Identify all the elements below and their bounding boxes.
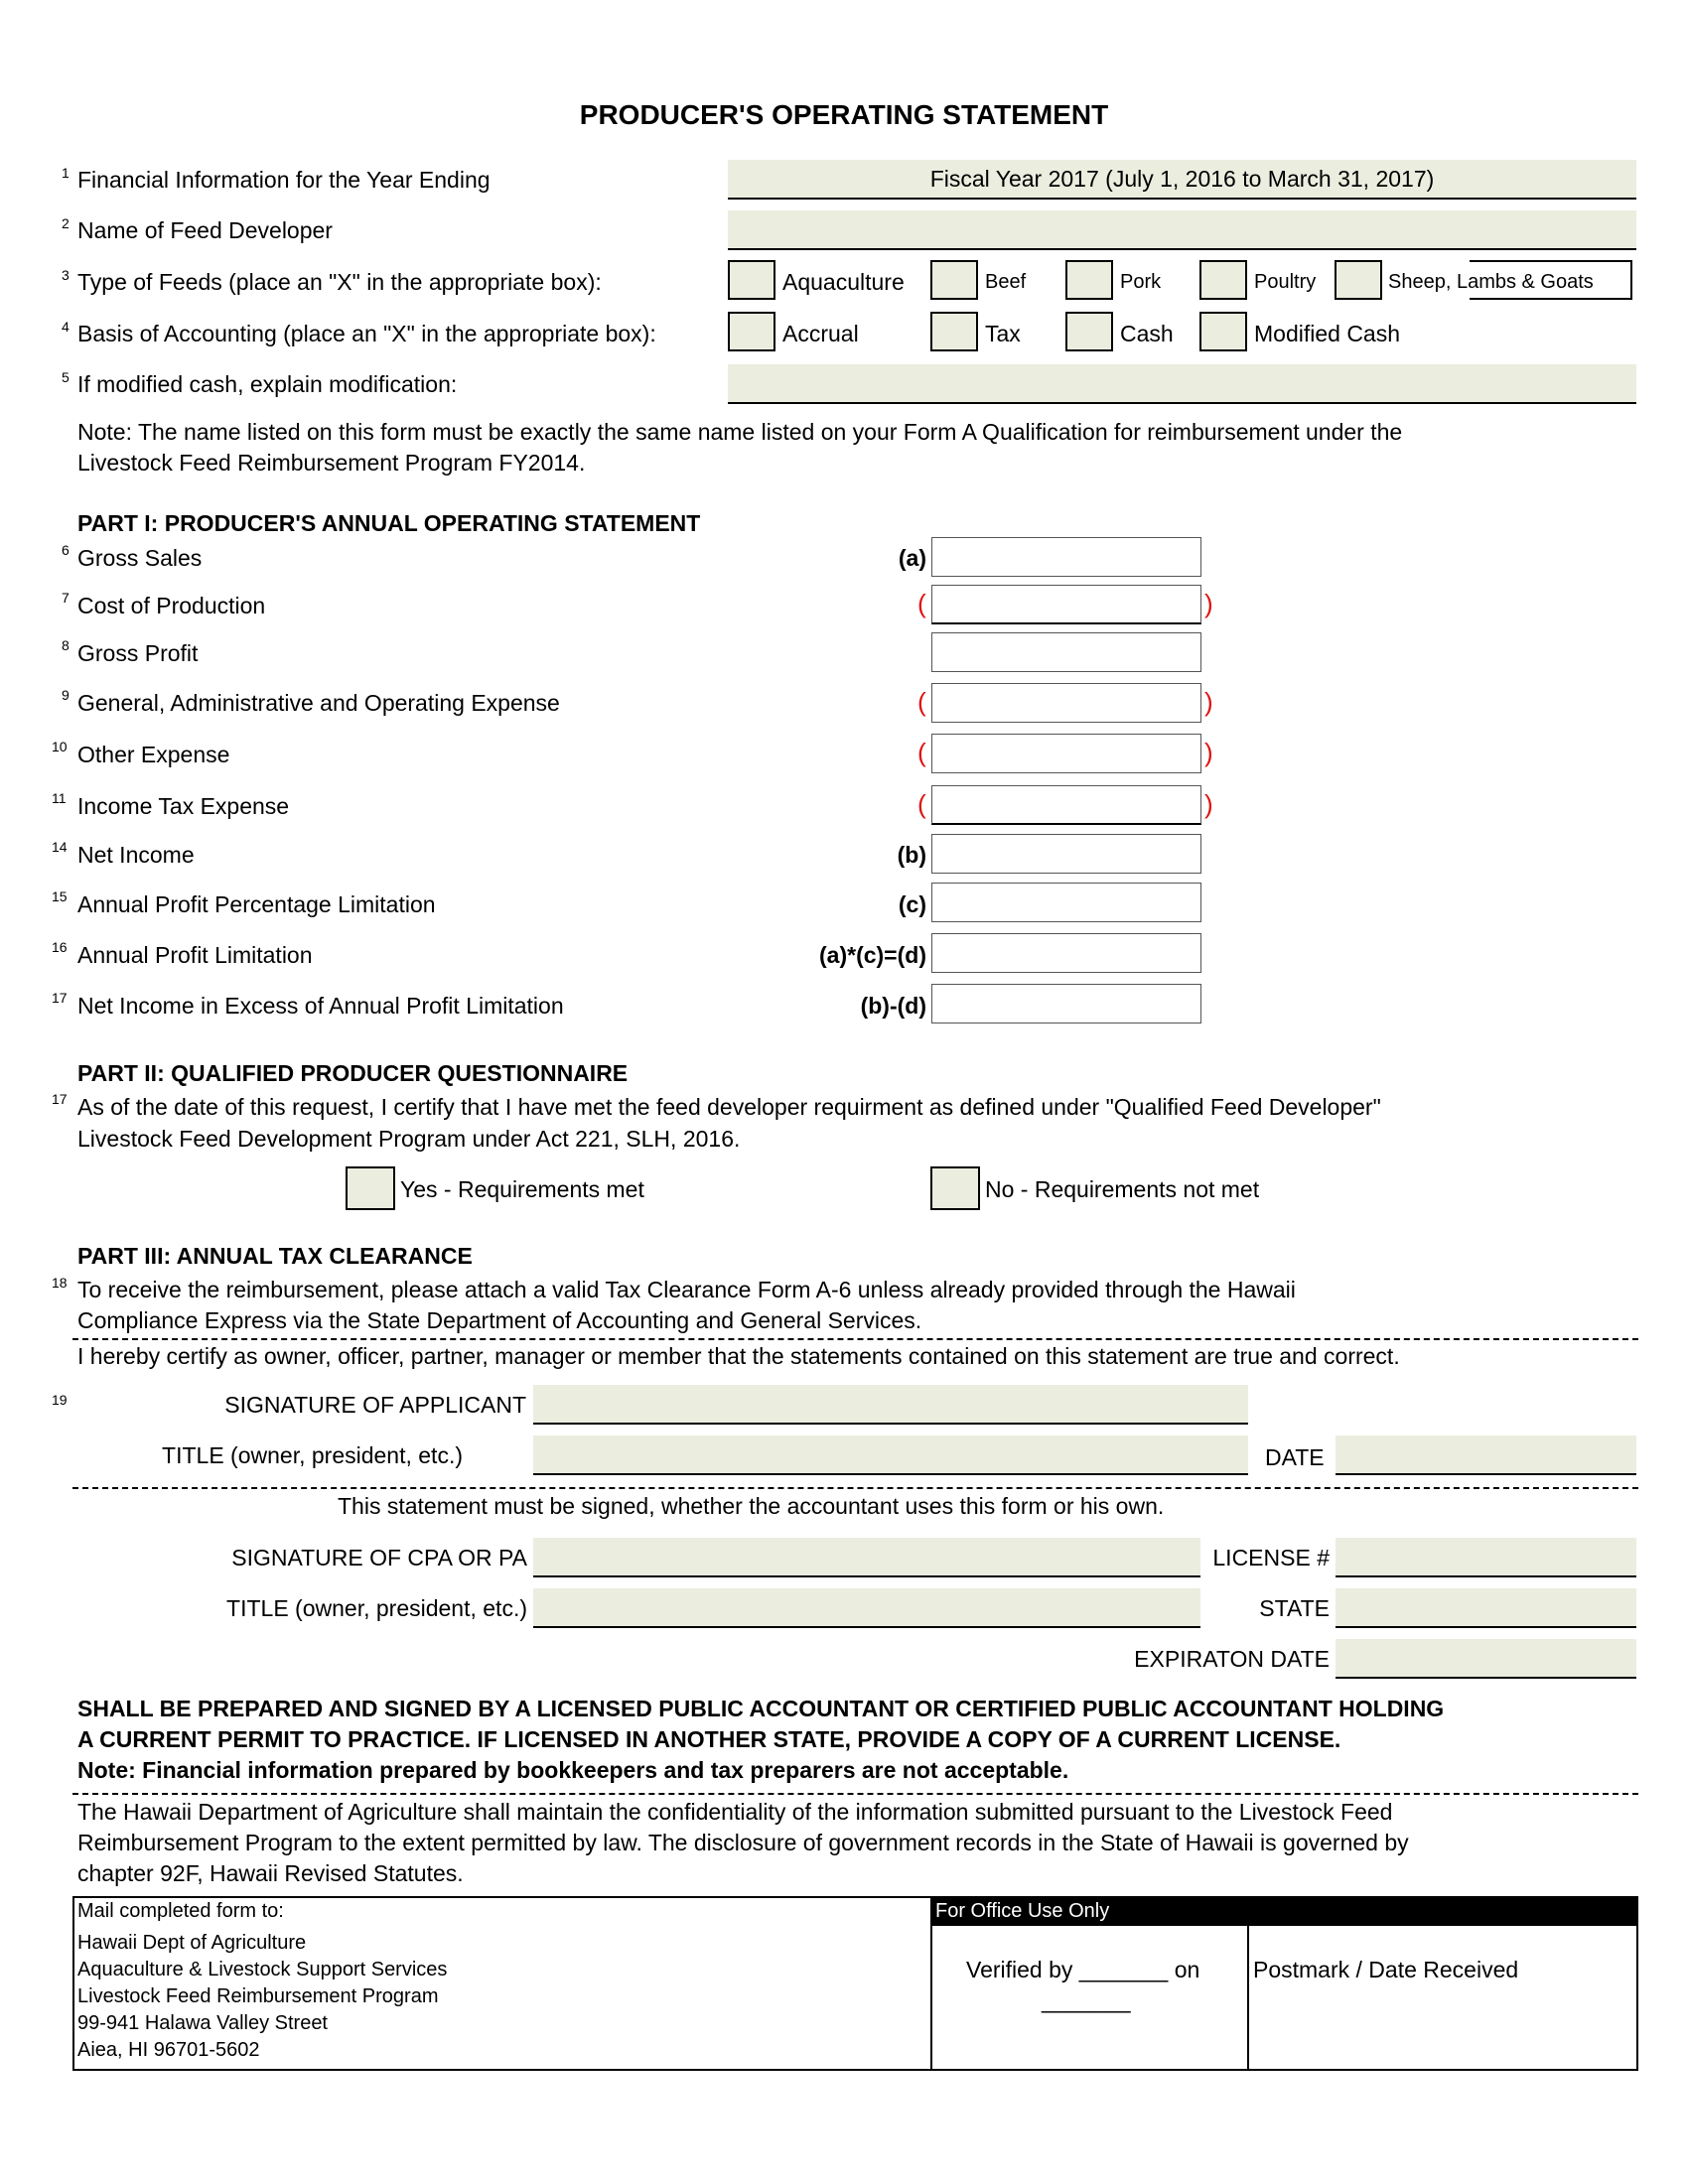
state-label: STATE xyxy=(1259,1595,1330,1621)
row-number: 10 xyxy=(52,739,68,754)
cost-of-production-label: Cost of Production xyxy=(77,593,266,618)
income-tax-expense-input[interactable] xyxy=(931,785,1201,825)
dashed-divider xyxy=(72,1338,1638,1340)
cpa-signature-label: SIGNATURE OF CPA OR PA xyxy=(231,1545,527,1570)
ga-operating-expense-input[interactable] xyxy=(931,683,1201,723)
dashed-divider xyxy=(72,1793,1638,1795)
close-paren: ) xyxy=(1204,738,1213,767)
profit-limitation-tag: (a)*(c)=(d) xyxy=(819,942,926,968)
open-paren: ( xyxy=(917,589,926,618)
part2-line-2: Livestock Feed Development Program under Act 221, SLH, 2016. xyxy=(77,1126,741,1152)
row-number: 9 xyxy=(62,687,70,703)
modified-cash-checkbox[interactable] xyxy=(1199,312,1247,351)
mail-address-line: 99-941 Halawa Valley Street xyxy=(77,2012,328,2034)
row-number: 17 xyxy=(52,1091,68,1107)
gross-sales-label: Gross Sales xyxy=(77,545,203,571)
open-paren: ( xyxy=(917,738,926,767)
other-expense-label: Other Expense xyxy=(77,742,230,767)
confidentiality-line-2: Reimbursement Program to the extent permitted by law. The disclosure of government records in the State of Hawaii is governed by xyxy=(77,1830,1409,1855)
cost-of-production-input[interactable] xyxy=(931,585,1201,624)
date-label: DATE xyxy=(1265,1444,1325,1470)
state-field[interactable] xyxy=(1336,1588,1636,1628)
certify-statement: I hereby certify as owner, officer, partner, manager or member that the statements contained on this statement are true and correct. xyxy=(77,1343,1400,1369)
license-field[interactable] xyxy=(1336,1538,1636,1577)
tax-checkbox[interactable] xyxy=(930,312,978,351)
ga-operating-expense-label: General, Administrative and Operating Expense xyxy=(77,690,560,716)
confidentiality-line-3: chapter 92F, Hawaii Revised Statutes. xyxy=(77,1860,464,1886)
no-checkbox[interactable] xyxy=(930,1166,980,1210)
open-paren: ( xyxy=(917,687,926,717)
feed-developer-label: Name of Feed Developer xyxy=(77,217,333,243)
cash-checkbox[interactable] xyxy=(1065,312,1113,351)
applicant-signature-label: SIGNATURE OF APPLICANT xyxy=(224,1392,526,1418)
table-divider xyxy=(1247,1926,1249,2071)
row-number: 2 xyxy=(62,215,70,231)
net-income-label: Net Income xyxy=(77,842,195,868)
note-line-2: Livestock Feed Reimbursement Program FY2014. xyxy=(77,450,586,476)
fiscal-year-field[interactable]: Fiscal Year 2017 (July 1, 2016 to March 31, 2017) xyxy=(728,160,1636,200)
excess-net-income-tag: (b)-(d) xyxy=(860,993,926,1019)
tax-label: Tax xyxy=(985,321,1021,346)
poultry-label: Poultry xyxy=(1254,271,1317,293)
feed-developer-name-field[interactable] xyxy=(728,210,1636,250)
applicant-signature-field[interactable] xyxy=(533,1385,1248,1425)
profit-percentage-input[interactable] xyxy=(931,883,1201,922)
modification-field[interactable] xyxy=(728,364,1636,404)
part3-line-2: Compliance Express via the State Department of Accounting and General Services. xyxy=(77,1307,922,1333)
gross-profit-input[interactable] xyxy=(931,632,1201,672)
aquaculture-checkbox[interactable] xyxy=(728,260,775,300)
mail-address-line: Aquaculture & Livestock Support Services xyxy=(77,1959,448,1980)
cpa-title-label: TITLE (owner, president, etc.) xyxy=(226,1595,527,1621)
row-number: 11 xyxy=(52,790,67,806)
profit-limitation-label: Annual Profit Limitation xyxy=(77,942,313,968)
note-line-1: Note: The name listed on this form must be exactly the same name listed on your Form A Qualification for reimbursement under the xyxy=(77,419,1403,445)
beef-label: Beef xyxy=(985,271,1027,293)
income-tax-expense-label: Income Tax Expense xyxy=(77,793,290,819)
gross-sales-input[interactable] xyxy=(931,537,1201,577)
part2-heading: PART II: QUALIFIED PRODUCER QUESTIONNAIRE xyxy=(77,1060,629,1086)
confidentiality-line-1: The Hawaii Department of Agriculture shall maintain the confidentiality of the information submitted pursuant to the Livestock Feed xyxy=(77,1799,1393,1825)
row-number: 7 xyxy=(62,590,70,606)
net-income-input[interactable] xyxy=(931,834,1201,874)
row-number: 5 xyxy=(62,369,70,385)
mail-address-line: Aiea, HI 96701-5602 xyxy=(77,2039,260,2061)
part3-heading: PART III: ANNUAL TAX CLEARANCE xyxy=(77,1243,473,1269)
shall-line-1: SHALL BE PREPARED AND SIGNED BY A LICENSED PUBLIC ACCOUNTANT OR CERTIFIED PUBLIC ACCOUNTANT HOLDING xyxy=(77,1696,1445,1721)
postmark-label: Postmark / Date Received xyxy=(1253,1957,1519,1982)
part3-line-1: To receive the reimbursement, please attach a valid Tax Clearance Form A-6 unless already provided through the Hawaii xyxy=(77,1277,1296,1302)
close-paren: ) xyxy=(1204,687,1213,717)
shall-line-2: A CURRENT PERMIT TO PRACTICE. IF LICENSED IN ANOTHER STATE, PROVIDE A COPY OF A CURRENT LICENSE. xyxy=(77,1726,1341,1752)
profit-percentage-label: Annual Profit Percentage Limitation xyxy=(77,891,436,917)
verified-by-label: Verified by _______ on xyxy=(966,1957,1200,1982)
mail-heading: Mail completed form to: xyxy=(77,1900,284,1922)
yes-checkbox[interactable] xyxy=(346,1166,395,1210)
excess-net-income-input[interactable] xyxy=(931,984,1201,1024)
gross-profit-label: Gross Profit xyxy=(77,640,199,666)
yes-label: Yes - Requirements met xyxy=(400,1176,644,1202)
expiration-date-field[interactable] xyxy=(1336,1639,1636,1679)
row-number: 4 xyxy=(62,319,70,335)
profit-limitation-input[interactable] xyxy=(931,933,1201,973)
expiration-date-label: EXPIRATON DATE xyxy=(1134,1646,1330,1672)
must-sign-note: This statement must be signed, whether the accountant uses this form or his own. xyxy=(338,1493,1165,1519)
verified-date-blank: _______ xyxy=(1042,1987,1131,2013)
cash-label: Cash xyxy=(1120,321,1174,346)
mail-address-line: Livestock Feed Reimbursement Program xyxy=(77,1985,439,2007)
fiscal-year-label: Financial Information for the Year Ending xyxy=(77,167,491,193)
part2-line-1: As of the date of this request, I certify that I have met the feed developer requirment as defined under "Qualified Feed Developer" xyxy=(77,1094,1381,1120)
excess-net-income-label: Net Income in Excess of Annual Profit Limitation xyxy=(77,993,564,1019)
row-number: 8 xyxy=(62,637,70,653)
row-number: 14 xyxy=(52,839,68,855)
applicant-title-label: TITLE (owner, president, etc.) xyxy=(162,1442,463,1468)
pork-checkbox[interactable] xyxy=(1065,260,1113,300)
row-number: 15 xyxy=(52,888,68,904)
mail-address-line: Hawaii Dept of Agriculture xyxy=(77,1932,307,1954)
dashed-divider xyxy=(72,1487,1638,1489)
row-number: 6 xyxy=(62,542,70,558)
poultry-checkbox[interactable] xyxy=(1199,260,1247,300)
beef-checkbox[interactable] xyxy=(930,260,978,300)
no-label: No - Requirements not met xyxy=(985,1176,1260,1202)
date-field[interactable] xyxy=(1336,1435,1636,1475)
row-number: 16 xyxy=(52,939,68,955)
modified-cash-label: Modified Cash xyxy=(1254,321,1401,346)
row-number: 18 xyxy=(52,1275,68,1291)
accounting-basis-label: Basis of Accounting (place an "X" in the appropriate box): xyxy=(77,321,656,346)
sheep-lambs-goats-label: Sheep, Lambs & Goats xyxy=(1388,271,1594,293)
other-expense-input[interactable] xyxy=(931,734,1201,773)
license-label: LICENSE # xyxy=(1212,1545,1330,1570)
open-paren: ( xyxy=(917,789,926,819)
row-number: 1 xyxy=(62,165,70,181)
page-title: PRODUCER'S OPERATING STATEMENT xyxy=(579,99,1109,130)
row-number: 19 xyxy=(52,1392,68,1408)
gross-sales-tag: (a) xyxy=(898,545,926,571)
profit-percentage-tag: (c) xyxy=(898,891,926,917)
applicant-title-field[interactable] xyxy=(533,1435,1248,1475)
pork-label: Pork xyxy=(1120,271,1162,293)
part1-heading: PART I: PRODUCER'S ANNUAL OPERATING STATEMENT xyxy=(77,510,701,536)
net-income-tag: (b) xyxy=(897,842,926,868)
sheep-lambs-goats-checkbox[interactable] xyxy=(1335,260,1382,300)
close-paren: ) xyxy=(1204,589,1213,618)
aquaculture-label: Aquaculture xyxy=(782,269,905,295)
shall-line-3: Note: Financial information prepared by bookkeepers and tax preparers are not acceptable. xyxy=(77,1757,1069,1783)
modification-label: If modified cash, explain modification: xyxy=(77,371,458,397)
accrual-label: Accrual xyxy=(782,321,859,346)
accrual-checkbox[interactable] xyxy=(728,312,775,351)
office-use-heading: For Office Use Only xyxy=(935,1900,1110,1922)
row-number: 3 xyxy=(62,267,70,283)
row-number: 17 xyxy=(52,990,68,1006)
feed-type-label: Type of Feeds (place an "X" in the appropriate box): xyxy=(77,269,602,295)
close-paren: ) xyxy=(1204,789,1213,819)
